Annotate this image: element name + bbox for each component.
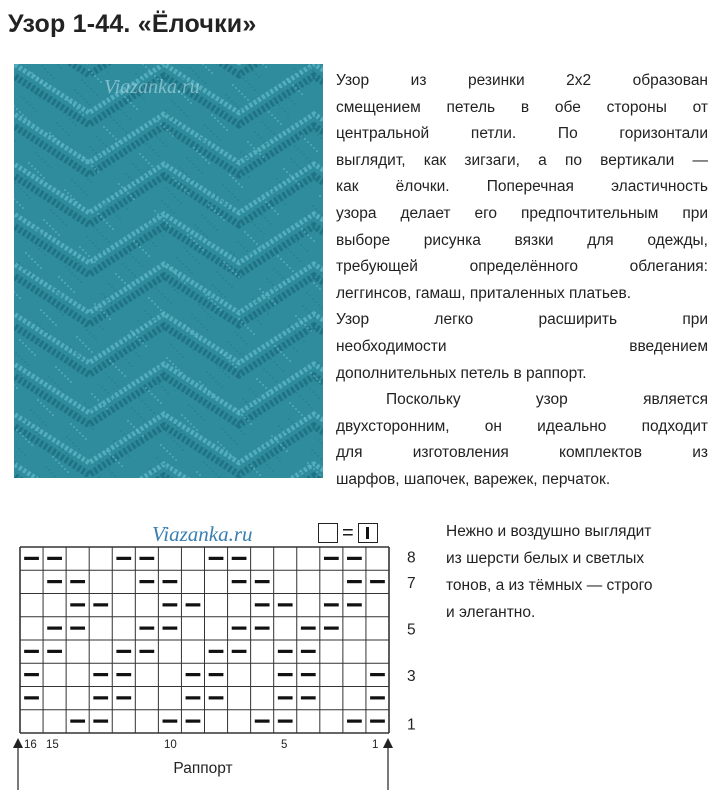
side-note-line: и элегантно. — [446, 604, 536, 621]
purl-mark — [232, 557, 247, 560]
purl-mark — [370, 696, 385, 699]
purl-mark — [139, 557, 154, 560]
purl-mark — [370, 580, 385, 583]
purl-mark — [70, 580, 85, 583]
purl-mark — [278, 720, 293, 723]
pattern-description — [336, 68, 708, 494]
purl-mark — [301, 650, 316, 653]
photo-watermark: Viazanka.ru — [104, 76, 200, 98]
purl-mark — [186, 603, 201, 606]
purl-mark — [232, 650, 247, 653]
column-number: 1 — [372, 739, 379, 751]
purl-mark — [116, 650, 131, 653]
row-number: 8 — [407, 549, 416, 567]
purl-mark — [324, 627, 339, 630]
purl-mark — [24, 557, 39, 560]
repeat-label: Раппорт — [173, 760, 233, 777]
purl-mark — [163, 720, 178, 723]
chart-watermark: Viazanka.ru — [152, 522, 253, 546]
description-line: Узор из резинки 2х2 образован — [336, 72, 708, 89]
knit-texture — [14, 64, 323, 478]
legend-equals: = — [342, 522, 354, 544]
purl-mark — [47, 557, 62, 560]
chart-legend — [318, 522, 378, 544]
purl-mark — [139, 627, 154, 630]
description-line: для изготовления комплектов из — [336, 444, 708, 462]
column-number: 16 — [24, 739, 37, 751]
purl-mark — [255, 580, 270, 583]
purl-mark — [301, 696, 316, 699]
purl-mark — [255, 603, 270, 606]
purl-mark — [163, 603, 178, 606]
repeat-right-arrow — [383, 738, 393, 748]
purl-mark — [347, 720, 362, 723]
purl-mark — [47, 627, 62, 630]
purl-mark — [24, 650, 39, 653]
purl-mark — [93, 673, 108, 676]
purl-mark — [209, 673, 224, 676]
purl-mark — [232, 627, 247, 630]
purl-mark — [347, 603, 362, 606]
purl-mark — [347, 580, 362, 583]
column-number: 15 — [46, 739, 59, 751]
knit-stitch-symbol — [318, 523, 338, 543]
row-number: 7 — [407, 574, 416, 592]
column-number: 5 — [281, 739, 288, 751]
description-line: Поскольку узор является — [386, 391, 708, 409]
purl-mark — [139, 580, 154, 583]
page-title: Узор 1-44. «Ёлочки» — [8, 10, 257, 38]
purl-mark — [116, 673, 131, 676]
description-line: смещением петель в обе стороны от — [336, 98, 708, 116]
description-line: требующей определённого облегания: — [336, 258, 708, 276]
purl-mark — [370, 673, 385, 676]
side-note-line: из шерсти белых и светлых — [446, 550, 645, 567]
purl-mark — [278, 696, 293, 699]
purl-mark — [347, 557, 362, 560]
purl-mark — [301, 627, 316, 630]
row-number: 1 — [407, 716, 416, 734]
description-line: Узор легко расширить при — [336, 311, 708, 329]
purl-mark — [47, 650, 62, 653]
purl-mark — [324, 557, 339, 560]
purl-mark — [163, 627, 178, 630]
side-note — [446, 518, 708, 626]
purl-mark — [324, 603, 339, 606]
purl-mark — [209, 650, 224, 653]
purl-mark — [47, 580, 62, 583]
purl-mark — [93, 696, 108, 699]
description-line: леггинсов, гамаш, приталенных платьев. — [336, 284, 632, 302]
row-number: 5 — [407, 621, 416, 639]
description-line: выглядит, как зигзаги, а по вертикали — — [336, 151, 708, 169]
purl-mark — [186, 673, 201, 676]
purl-mark — [70, 720, 85, 723]
purl-stitch-symbol — [358, 523, 378, 543]
knitting-photo — [14, 64, 323, 478]
purl-mark — [93, 720, 108, 723]
description-line: шарфов, шапочек, варежек, перчаток. — [336, 470, 611, 488]
purl-mark — [163, 580, 178, 583]
purl-mark — [209, 696, 224, 699]
side-note-line: тонов, а из тёмных — строго — [446, 577, 653, 594]
purl-mark — [278, 650, 293, 653]
description-line: необходимости введением — [336, 337, 708, 355]
description-line: центральной петли. По горизонтали — [336, 125, 708, 143]
repeat-left-arrow — [13, 738, 23, 748]
purl-mark — [255, 627, 270, 630]
purl-mark — [186, 696, 201, 699]
side-note-line: Нежно и воздушно выглядит — [446, 523, 652, 540]
purl-mark — [209, 557, 224, 560]
purl-mark — [301, 673, 316, 676]
purl-mark — [278, 603, 293, 606]
purl-mark — [116, 696, 131, 699]
purl-mark — [116, 557, 131, 560]
purl-mark — [70, 603, 85, 606]
purl-mark — [255, 720, 270, 723]
purl-mark — [232, 580, 247, 583]
purl-mark — [370, 720, 385, 723]
row-number: 3 — [407, 667, 416, 685]
description-line: двухсторонним, он идеально подходит — [336, 417, 708, 435]
purl-mark — [24, 696, 39, 699]
purl-mark — [70, 627, 85, 630]
description-line: дополнительных петель в раппорт. — [336, 364, 587, 382]
purl-mark — [24, 673, 39, 676]
description-line: узора делает его предпочтительным при — [336, 204, 708, 222]
purl-mark — [93, 603, 108, 606]
column-number: 10 — [164, 739, 177, 751]
purl-mark — [278, 673, 293, 676]
purl-mark — [186, 720, 201, 723]
purl-mark — [139, 650, 154, 653]
description-line: выборе рисунка вязки для одежды, — [336, 231, 708, 249]
description-line: как ёлочки. Поперечная эластичность — [336, 178, 708, 196]
